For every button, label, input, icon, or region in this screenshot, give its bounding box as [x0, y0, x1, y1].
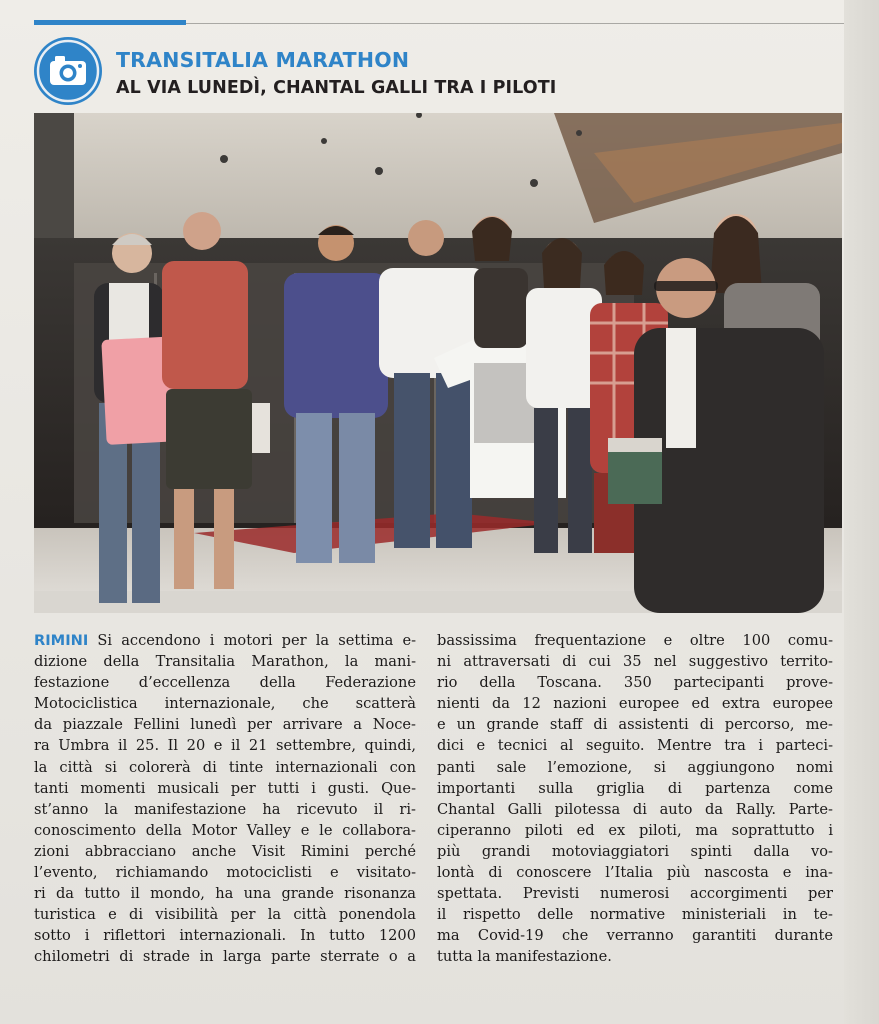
section-top-rule — [34, 20, 186, 25]
text-line: ni attraversati di cui 35 nel suggestivo territo- — [437, 653, 833, 671]
text-line: Si accendono i motori per la settima e- — [97, 632, 417, 649]
text-line: zioni abbracciano anche Visit Rimini perché — [34, 842, 416, 860]
text-line: Motociclistica internazionale, che scatterà — [34, 695, 416, 713]
article-body-right — [437, 630, 833, 968]
text-line: turistica e di visibilità per la città ponendola — [34, 906, 416, 924]
text-line: rio della Toscana. 350 partecipanti prove- — [437, 674, 833, 692]
text-line: ciperanno piloti ed ex piloti, ma soprattutto i — [437, 821, 833, 839]
text-line: e un grande staff di assistenti di percorso, me- — [437, 716, 833, 734]
text-line: tutta la manifestazione. — [437, 948, 612, 966]
body-column-left — [34, 630, 416, 968]
page-edge — [844, 0, 879, 1024]
text-line: importanti sulla griglia di partenza come — [437, 779, 833, 797]
text-line: dici e tecnici al seguito. Mentre tra i parteci- — [437, 737, 833, 755]
text-line: lontà di conoscere l’Italia più nascosta e ina- — [437, 864, 833, 882]
text-line: più grandi motoviaggiatori spinti dalla vo- — [437, 842, 833, 860]
text-line: conoscimento della Motor Valley e le collabora- — [34, 821, 416, 839]
text-line: la città si colorerà di tinte internazionali con — [34, 758, 416, 776]
text-line: spettata. Previsti numerosi accorgimenti per — [437, 885, 833, 903]
text-line: ra Umbra il 25. Il 20 e il 21 settembre, quindi, — [34, 737, 416, 755]
text-line: l’evento, richiamando motociclisti e visitato- — [34, 864, 416, 882]
body-column-right — [437, 630, 833, 968]
text-line: sotto i riflettori internazionali. In tutto 1200 — [34, 927, 416, 945]
text-line: bassissima frequentazione e oltre 100 comu- — [437, 632, 833, 649]
section-thin-rule — [186, 23, 844, 24]
article-headline: AL VIA LUNEDÌ, CHANTAL GALLI TRA I PILOTI — [116, 78, 557, 98]
text-line: il rispetto delle normative ministeriali in te- — [437, 906, 833, 924]
text-line: ri da tutto il mondo, ha una grande risonanza — [34, 885, 416, 903]
text-line: chilometri di strade in larga parte sterrate o a — [34, 948, 416, 966]
text-line: ma Covid-19 che verranno garantiti durante — [437, 927, 833, 945]
text-line: st’anno la manifestazione ha ricevuto il ri- — [34, 800, 416, 818]
article-kicker: TRANSITALIA MARATHON — [116, 48, 410, 72]
text-line: da piazzale Fellini lunedì per arrivare a Noce- — [34, 716, 416, 734]
text-line: festazione d’eccellenza della Federazione — [34, 674, 416, 692]
article-body-left — [34, 630, 416, 968]
text-line: tanti momenti musicali per tutti i gusti. Que- — [34, 779, 416, 797]
article-photo — [34, 113, 842, 613]
text-line: Chantal Galli pilotessa di auto da Rally. Parte- — [437, 800, 833, 818]
text-line: nienti da 12 nazioni europee ed extra europee — [437, 695, 833, 713]
text-line: dizione della Transitalia Marathon, la mani- — [34, 653, 416, 671]
camera-icon — [34, 37, 102, 105]
dateline: RIMINI — [34, 632, 89, 649]
text-line: panti sale l’emozione, si aggiungono nomi — [437, 758, 833, 776]
